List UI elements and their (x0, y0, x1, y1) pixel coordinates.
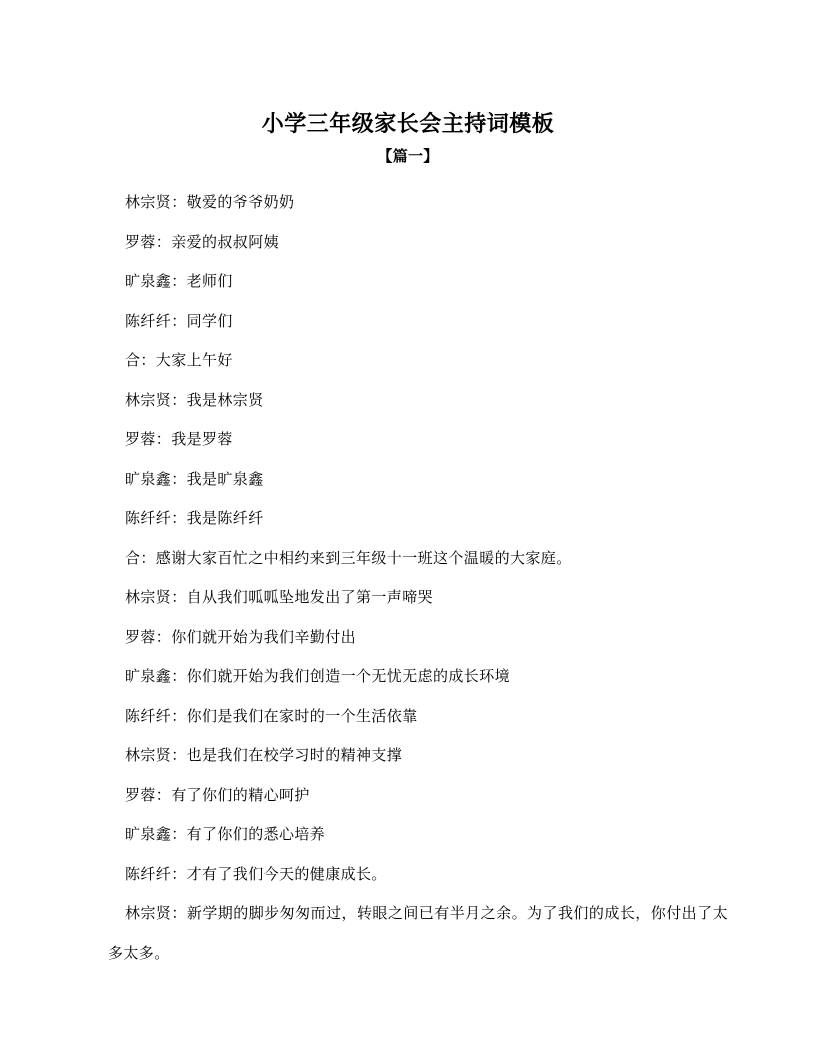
dialogue-line: 合：感谢大家百忙之中相约来到三年级十一班这个温暖的大家庭。 (125, 548, 572, 567)
dialogue-line: 陈纤纤：同学们 (125, 311, 233, 330)
dialogue-line: 合：大家上午好 (125, 351, 233, 369)
dialogue-line: 林宗贤：新学期的脚步匆匆而过，转眼之间已有半月之余。为了我们的成长，你付出了太多太多。 (108, 904, 728, 962)
dialogue-line: 旷泉鑫：有了你们的悉心培养 (125, 825, 326, 843)
dialogue-line: 林宗贤：敬爱的爷爷奶奶 (125, 193, 295, 211)
dialogue-line: 陈纤纤：我是陈纤纤 (125, 509, 264, 527)
dialogue-line: 林宗贤：自从我们呱呱坠地发出了第一声啼哭 (125, 588, 434, 606)
section-subtitle: 【篇一】 (377, 147, 439, 165)
dialogue-line: 陈纤纤：才有了我们今天的健康成长。 (125, 864, 387, 883)
dialogue-line: 林宗贤：也是我们在校学习时的精神支撑 (125, 746, 403, 764)
dialogue-line: 陈纤纤：你们是我们在家时的一个生活依靠 (125, 706, 418, 725)
document-body (108, 183, 728, 973)
page-title: 小学三年级家长会主持词模板 (261, 111, 555, 137)
dialogue-line: 罗蓉：我是罗蓉 (125, 430, 233, 448)
dialogue-line: 罗蓉：亲爱的叔叔阿姨 (125, 232, 280, 251)
dialogue-line: 旷泉鑫：你们就开始为我们创造一个无忧无虑的成长环境 (125, 667, 511, 685)
dialogue-line: 罗蓉：有了你们的精心呵护 (125, 785, 310, 804)
dialogue-line: 旷泉鑫：我是旷泉鑫 (125, 469, 264, 488)
dialogue-line: 旷泉鑫：老师们 (125, 272, 233, 290)
dialogue-line: 罗蓉：你们就开始为我们辛勤付出 (125, 627, 357, 646)
dialogue-line: 林宗贤：我是林宗贤 (125, 390, 264, 409)
